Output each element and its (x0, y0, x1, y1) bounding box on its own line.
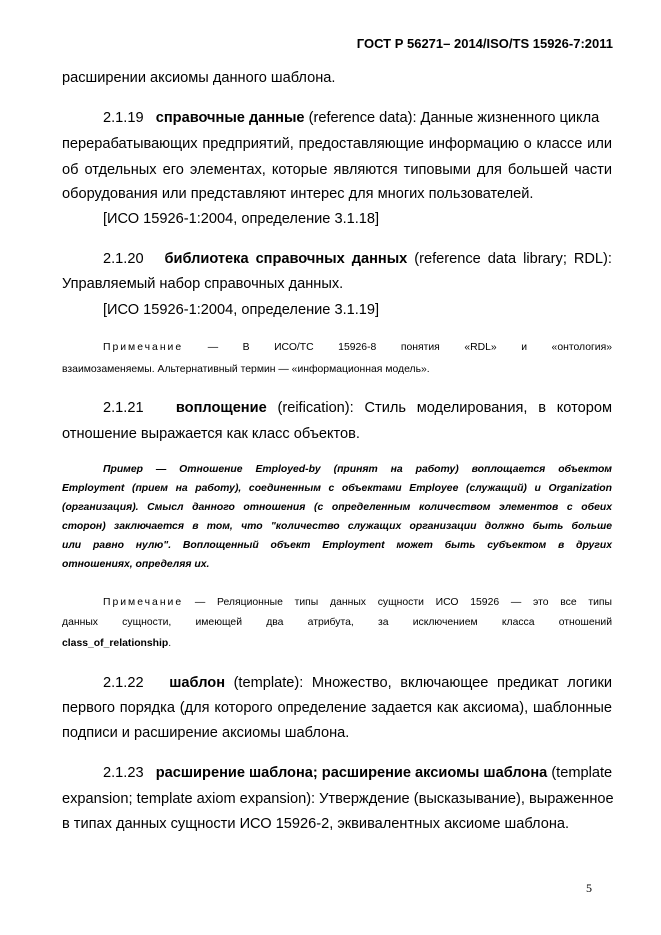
term-name: справочные данные (155, 110, 305, 126)
term-definition-start: (reification): Стиль моделирования, в котором (266, 400, 613, 416)
term-name: шаблон (169, 675, 226, 691)
term-2-1-20-line-2: Управляемый набор справочных данных. (62, 276, 344, 292)
term-2-1-23-line-3: в типах данных сущности ИСО 15926-2, эквивалентных аксиоме шаблона. (62, 816, 570, 832)
term-2-1-20-line-1 (103, 249, 612, 269)
note-2-line-2: данных сущности, имеющей два атрибута, за исключением класса отношений (62, 617, 612, 628)
note-text: — В ИСО/ТС 15926-8 понятия «RDL» и «онтология» (183, 342, 612, 353)
term-definition-start: (reference data library; RDL): (407, 251, 612, 267)
note-text: — Реляционные типы данных сущности ИСО 15926 — это все типы (183, 597, 612, 608)
example-line-4: сторон) заключается в том, что "количество служащих организации должно быть больше (62, 521, 612, 532)
term-2-1-22-line-1 (103, 673, 612, 693)
term-definition-start: (template): Множество, включающее предикат логики (225, 675, 613, 691)
note-1-line-1 (103, 341, 612, 355)
term-name: воплощение (175, 400, 267, 416)
term-name: расширение шаблона; расширение аксиомы шаблона (155, 765, 548, 781)
note-1-line-2: взаимозаменяемы. Альтернативный термин — «информационная модель». (62, 364, 430, 375)
term-number: 2.1.23 (103, 765, 144, 781)
term-2-1-20-reference: [ИСО 15926-1:2004, определение 3.1.19] (103, 302, 380, 318)
term-2-1-19-reference: [ИСО 15926-1:2004, определение 3.1.18] (103, 211, 380, 227)
term-definition-start: (template (547, 765, 613, 781)
term-name: библиотека справочных данных (164, 251, 408, 267)
example-line-1: Пример — Отношение Employed-by (принят на работу) воплощается объектом (103, 464, 612, 475)
term-2-1-19-line-1 (103, 108, 612, 128)
example-line-3: (организация). Смысл данного отношения (с определенным количеством элементов с обеих (62, 502, 612, 513)
term-number: 2.1.21 (103, 400, 144, 416)
page-number: 5 (586, 881, 592, 895)
note-2-line-1 (103, 596, 612, 610)
term-2-1-22-line-3: подписи и расширение аксиомы шаблона. (62, 725, 350, 741)
class-of-relationship-code: class_of_relationship (62, 638, 169, 649)
term-2-1-23-line-1 (103, 763, 612, 783)
intro-line: расширении аксиомы данного шаблона. (62, 70, 336, 86)
term-2-1-19-line-2: перерабатывающих предприятий, предоставляющие информацию о классе или (62, 136, 612, 152)
term-2-1-22-line-2: первого порядка (для которого определение задается как аксиома), шаблонные (62, 700, 612, 716)
example-line-6: отношениях, определяя их. (62, 559, 210, 570)
term-definition-start: (reference data): Данные жизненного цикла (304, 110, 600, 126)
note-2-line-3-end: . (168, 638, 172, 649)
term-number: 2.1.19 (103, 110, 144, 126)
note-2-line-3 (62, 637, 612, 651)
term-2-1-21-line-1 (103, 398, 612, 418)
term-2-1-19-line-3: об отдельных его элементах, которые являются типовыми для большей части (62, 162, 612, 178)
term-2-1-19-line-4: оборудования или представляют интерес для многих пользователей. (62, 186, 534, 202)
term-number: 2.1.20 (103, 251, 144, 267)
note-label: Примечание (103, 597, 184, 608)
example-line-2: Employment (прием на работу), соединенным с объектами Employee (служащий) и Organization (62, 483, 612, 494)
note-label: Примечание (103, 342, 184, 353)
term-2-1-23-line-2: expansion; template axiom expansion): Утверждение (высказывание), выраженное (62, 791, 614, 807)
document-code-header: ГОСТ Р 56271– 2014/ISO/TS 15926-7:2011 (356, 36, 613, 51)
term-2-1-21-line-2: отношение выражается как класс объектов. (62, 426, 360, 442)
example-line-5: или равно нулю". Воплощенный объект Employment может быть субъектом в других (62, 540, 612, 551)
term-number: 2.1.22 (103, 675, 144, 691)
